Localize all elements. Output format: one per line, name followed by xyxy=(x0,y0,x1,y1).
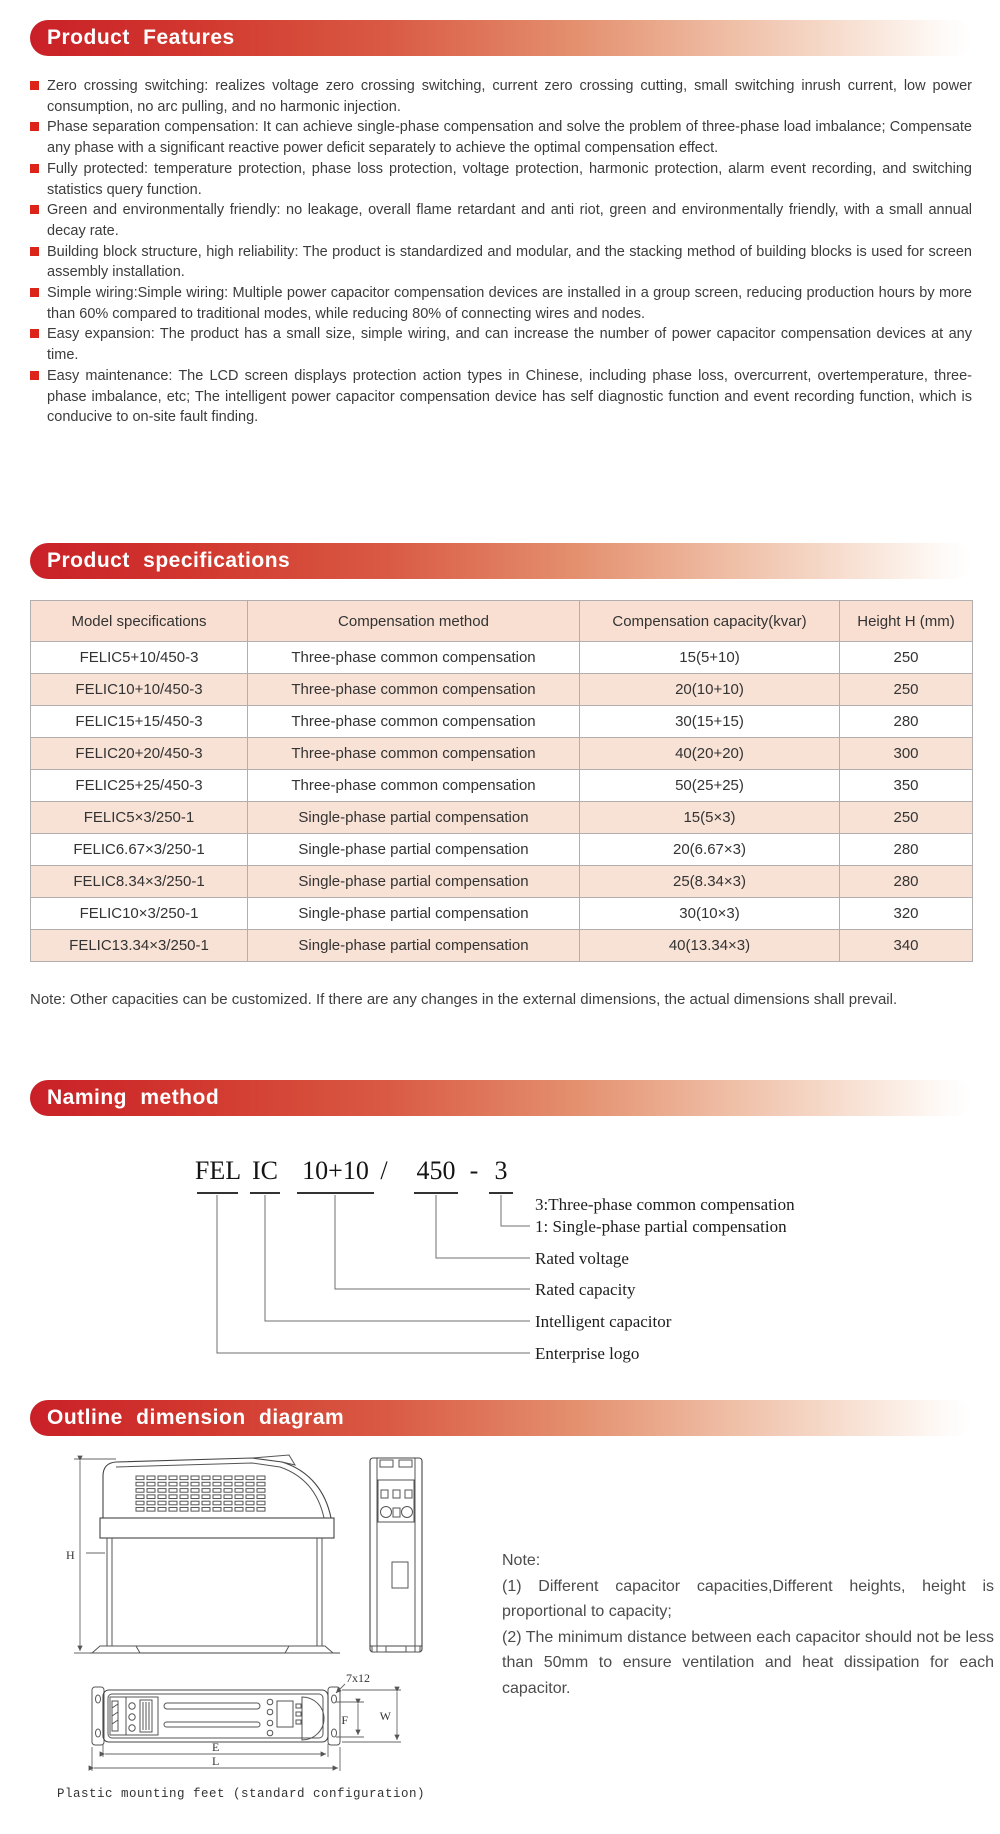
cell-method: Three-phase common compensation xyxy=(248,642,580,674)
cell-method: Three-phase common compensation xyxy=(248,770,580,802)
dim-label-w: W xyxy=(379,1709,391,1723)
cell-height: 350 xyxy=(840,770,973,802)
cell-height: 320 xyxy=(840,898,973,930)
column-header: Compensation capacity(kvar) xyxy=(580,601,840,642)
table-header-row xyxy=(31,601,973,642)
outline-note xyxy=(502,1548,994,1701)
section-title-outline: Outline dimension diagram xyxy=(47,1406,345,1429)
table-row xyxy=(31,674,973,706)
naming-code-voltage: 450 xyxy=(416,1156,456,1185)
cell-capacity: 20(6.67×3) xyxy=(580,834,840,866)
section-banner-outline xyxy=(30,1400,972,1436)
cell-method: Three-phase common compensation xyxy=(248,706,580,738)
table-row xyxy=(31,642,973,674)
naming-code-slash: / xyxy=(380,1156,388,1185)
naming-label-enterprise-logo: Enterprise logo xyxy=(535,1344,640,1363)
bullet-square-icon xyxy=(30,288,39,297)
bullet-square-icon xyxy=(30,329,39,338)
column-header: Height H (mm) xyxy=(840,601,973,642)
top-view-drawing xyxy=(57,1671,425,1801)
cell-capacity: 40(20+20) xyxy=(580,738,840,770)
naming-code-phase: 3 xyxy=(494,1156,508,1185)
naming-diagram-lines xyxy=(0,1150,1000,1420)
outline-note-line: (2) The minimum distance between each capacitor should not be less than 50mm to ensure ventilation and heat dissipation for each capacitor. xyxy=(502,1628,994,1697)
cell-method: Single-phase partial compensation xyxy=(248,802,580,834)
naming-label-rated-capacity: Rated capacity xyxy=(535,1280,636,1299)
list-item xyxy=(30,324,972,365)
section-banner-naming xyxy=(30,1080,972,1116)
cell-model: FELIC13.34×3/250-1 xyxy=(31,930,248,962)
cell-capacity: 40(13.34×3) xyxy=(580,930,840,962)
list-item xyxy=(30,242,972,283)
table-row xyxy=(31,738,973,770)
list-item xyxy=(30,117,972,158)
naming-label-single-phase: 1: Single-phase partial compensation xyxy=(535,1217,787,1236)
bullet-square-icon xyxy=(30,205,39,214)
list-item xyxy=(30,366,972,428)
list-item xyxy=(30,159,972,200)
cell-capacity: 20(10+10) xyxy=(580,674,840,706)
section-title-features: Product Features xyxy=(47,26,235,49)
naming-code-dash: - xyxy=(469,1156,479,1185)
naming-code-ic: IC xyxy=(252,1156,278,1185)
cell-height: 250 xyxy=(840,802,973,834)
naming-label-rated-voltage: Rated voltage xyxy=(535,1249,629,1268)
bullet-square-icon xyxy=(30,247,39,256)
specifications-note: Note: Other capacities can be customized. If there are any changes in the external dimensions, the actual dimensions shall prevail. xyxy=(30,991,898,1008)
cell-height: 250 xyxy=(840,642,973,674)
bullet-square-icon xyxy=(30,81,39,90)
cell-method: Three-phase common compensation xyxy=(248,738,580,770)
cell-capacity: 15(5×3) xyxy=(580,802,840,834)
dim-label-h: H xyxy=(66,1548,75,1562)
cell-model: FELIC5×3/250-1 xyxy=(31,802,248,834)
naming-label-intelligent-capacitor: Intelligent capacitor xyxy=(535,1312,672,1331)
specifications-table xyxy=(30,600,973,962)
cell-model: FELIC8.34×3/250-1 xyxy=(31,866,248,898)
cell-method: Three-phase common compensation xyxy=(248,674,580,706)
cell-model: FELIC5+10/450-3 xyxy=(31,642,248,674)
bullet-square-icon xyxy=(30,371,39,380)
side-view-drawing xyxy=(370,1458,422,1652)
cell-model: FELIC10+10/450-3 xyxy=(31,674,248,706)
cell-method: Single-phase partial compensation xyxy=(248,898,580,930)
cell-height: 250 xyxy=(840,674,973,706)
cell-method: Single-phase partial compensation xyxy=(248,866,580,898)
column-header: Model specifications xyxy=(31,601,248,642)
outline-note-line: (1) Different capacitor capacities,Different heights, height is proportional to capacity; xyxy=(502,1577,994,1620)
table-row xyxy=(31,706,973,738)
cell-method: Single-phase partial compensation xyxy=(248,834,580,866)
feature-text: Easy expansion: The product has a small size, simple wiring, and can increase the number of power capacitor compensation devices at any time. xyxy=(47,326,972,364)
naming-code-enterprise: FEL xyxy=(194,1156,242,1185)
table-row xyxy=(31,802,973,834)
cell-capacity: 50(25+25) xyxy=(580,770,840,802)
cell-model: FELIC10×3/250-1 xyxy=(31,898,248,930)
list-item xyxy=(30,200,972,241)
dim-label-f: F xyxy=(341,1713,348,1727)
cell-capacity: 15(5+10) xyxy=(580,642,840,674)
feature-text: Fully protected: temperature protection, phase loss protection, voltage protection, harmonic protection, alarm event recording, and switching statistics query function. xyxy=(47,160,972,198)
cell-capacity: 25(8.34×3) xyxy=(580,866,840,898)
naming-code-capacity: 10+10 xyxy=(302,1156,369,1185)
cell-model: FELIC20+20/450-3 xyxy=(31,738,248,770)
section-banner-features xyxy=(30,20,972,56)
naming-label-three-phase: 3:Three-phase common compensation xyxy=(535,1195,795,1214)
cell-method: Single-phase partial compensation xyxy=(248,930,580,962)
cell-height: 280 xyxy=(840,706,973,738)
table-row xyxy=(31,770,973,802)
cell-height: 280 xyxy=(840,866,973,898)
feature-text: Simple wiring:Simple wiring: Multiple power capacitor compensation devices are installed in a group screen, reducing production hours by more than 60% compared to traditional modes, while reducing 80% of connecting wires and nodes. xyxy=(47,285,972,322)
section-title-naming: Naming method xyxy=(47,1086,220,1109)
cell-height: 280 xyxy=(840,834,973,866)
feature-text: Building block structure, high reliability: The product is standardized and modular, and the stacking method of building blocks is used for screen assembly installation. xyxy=(47,243,972,281)
cell-capacity: 30(10×3) xyxy=(580,898,840,930)
feature-text: Green and environmentally friendly: no leakage, overall flame retardant and anti riot, green and environmentally friendly, with a small annual decay rate. xyxy=(47,202,972,239)
outline-note-title: Note: xyxy=(502,1552,541,1569)
feature-text: Phase separation compensation: It can achieve single-phase compensation and solve the problem of three-phase load imbalance; Compensate any phase with a significant reactive power deficit separately to achieve the optimal compensation effect. xyxy=(47,119,972,157)
feature-text: Easy maintenance: The LCD screen displays protection action types in Chinese, including phase loss, overcurrent, overtemperature, three-phase imbalance, etc; The intelligent power capacitor compensation device has self diagnostic function and event recording function, which is conducive to on-site fault finding. xyxy=(47,367,972,426)
dim-label-e: E xyxy=(212,1740,220,1754)
table-row xyxy=(31,930,973,962)
table-row xyxy=(31,866,973,898)
cell-model: FELIC15+15/450-3 xyxy=(31,706,248,738)
section-banner-specifications xyxy=(30,543,972,579)
list-item xyxy=(30,283,972,324)
drawing-caption: Plastic mounting feet (standard configuration) xyxy=(56,1787,426,1801)
table-row xyxy=(31,834,973,866)
dim-label-l: L xyxy=(212,1754,220,1768)
cell-capacity: 30(15+15) xyxy=(580,706,840,738)
bullet-square-icon xyxy=(30,122,39,131)
column-header: Compensation method xyxy=(248,601,580,642)
features-list xyxy=(30,76,972,428)
section-title-specifications: Product specifications xyxy=(47,549,291,572)
dim-label-slot: 7x12 xyxy=(346,1671,370,1685)
front-view-drawing xyxy=(66,1455,340,1653)
cell-height: 340 xyxy=(840,930,973,962)
table-row xyxy=(31,898,973,930)
cell-height: 300 xyxy=(840,738,973,770)
cell-model: FELIC6.67×3/250-1 xyxy=(31,834,248,866)
list-item xyxy=(30,76,972,117)
naming-diagram xyxy=(0,1150,1000,1420)
feature-text: Zero crossing switching: realizes voltage zero crossing switching, current zero crossing cutting, small switching inrush current, low power consumption, no arc pulling, and no harmonic injection. xyxy=(47,78,972,115)
cell-model: FELIC25+25/450-3 xyxy=(31,770,248,802)
bullet-square-icon xyxy=(30,164,39,173)
